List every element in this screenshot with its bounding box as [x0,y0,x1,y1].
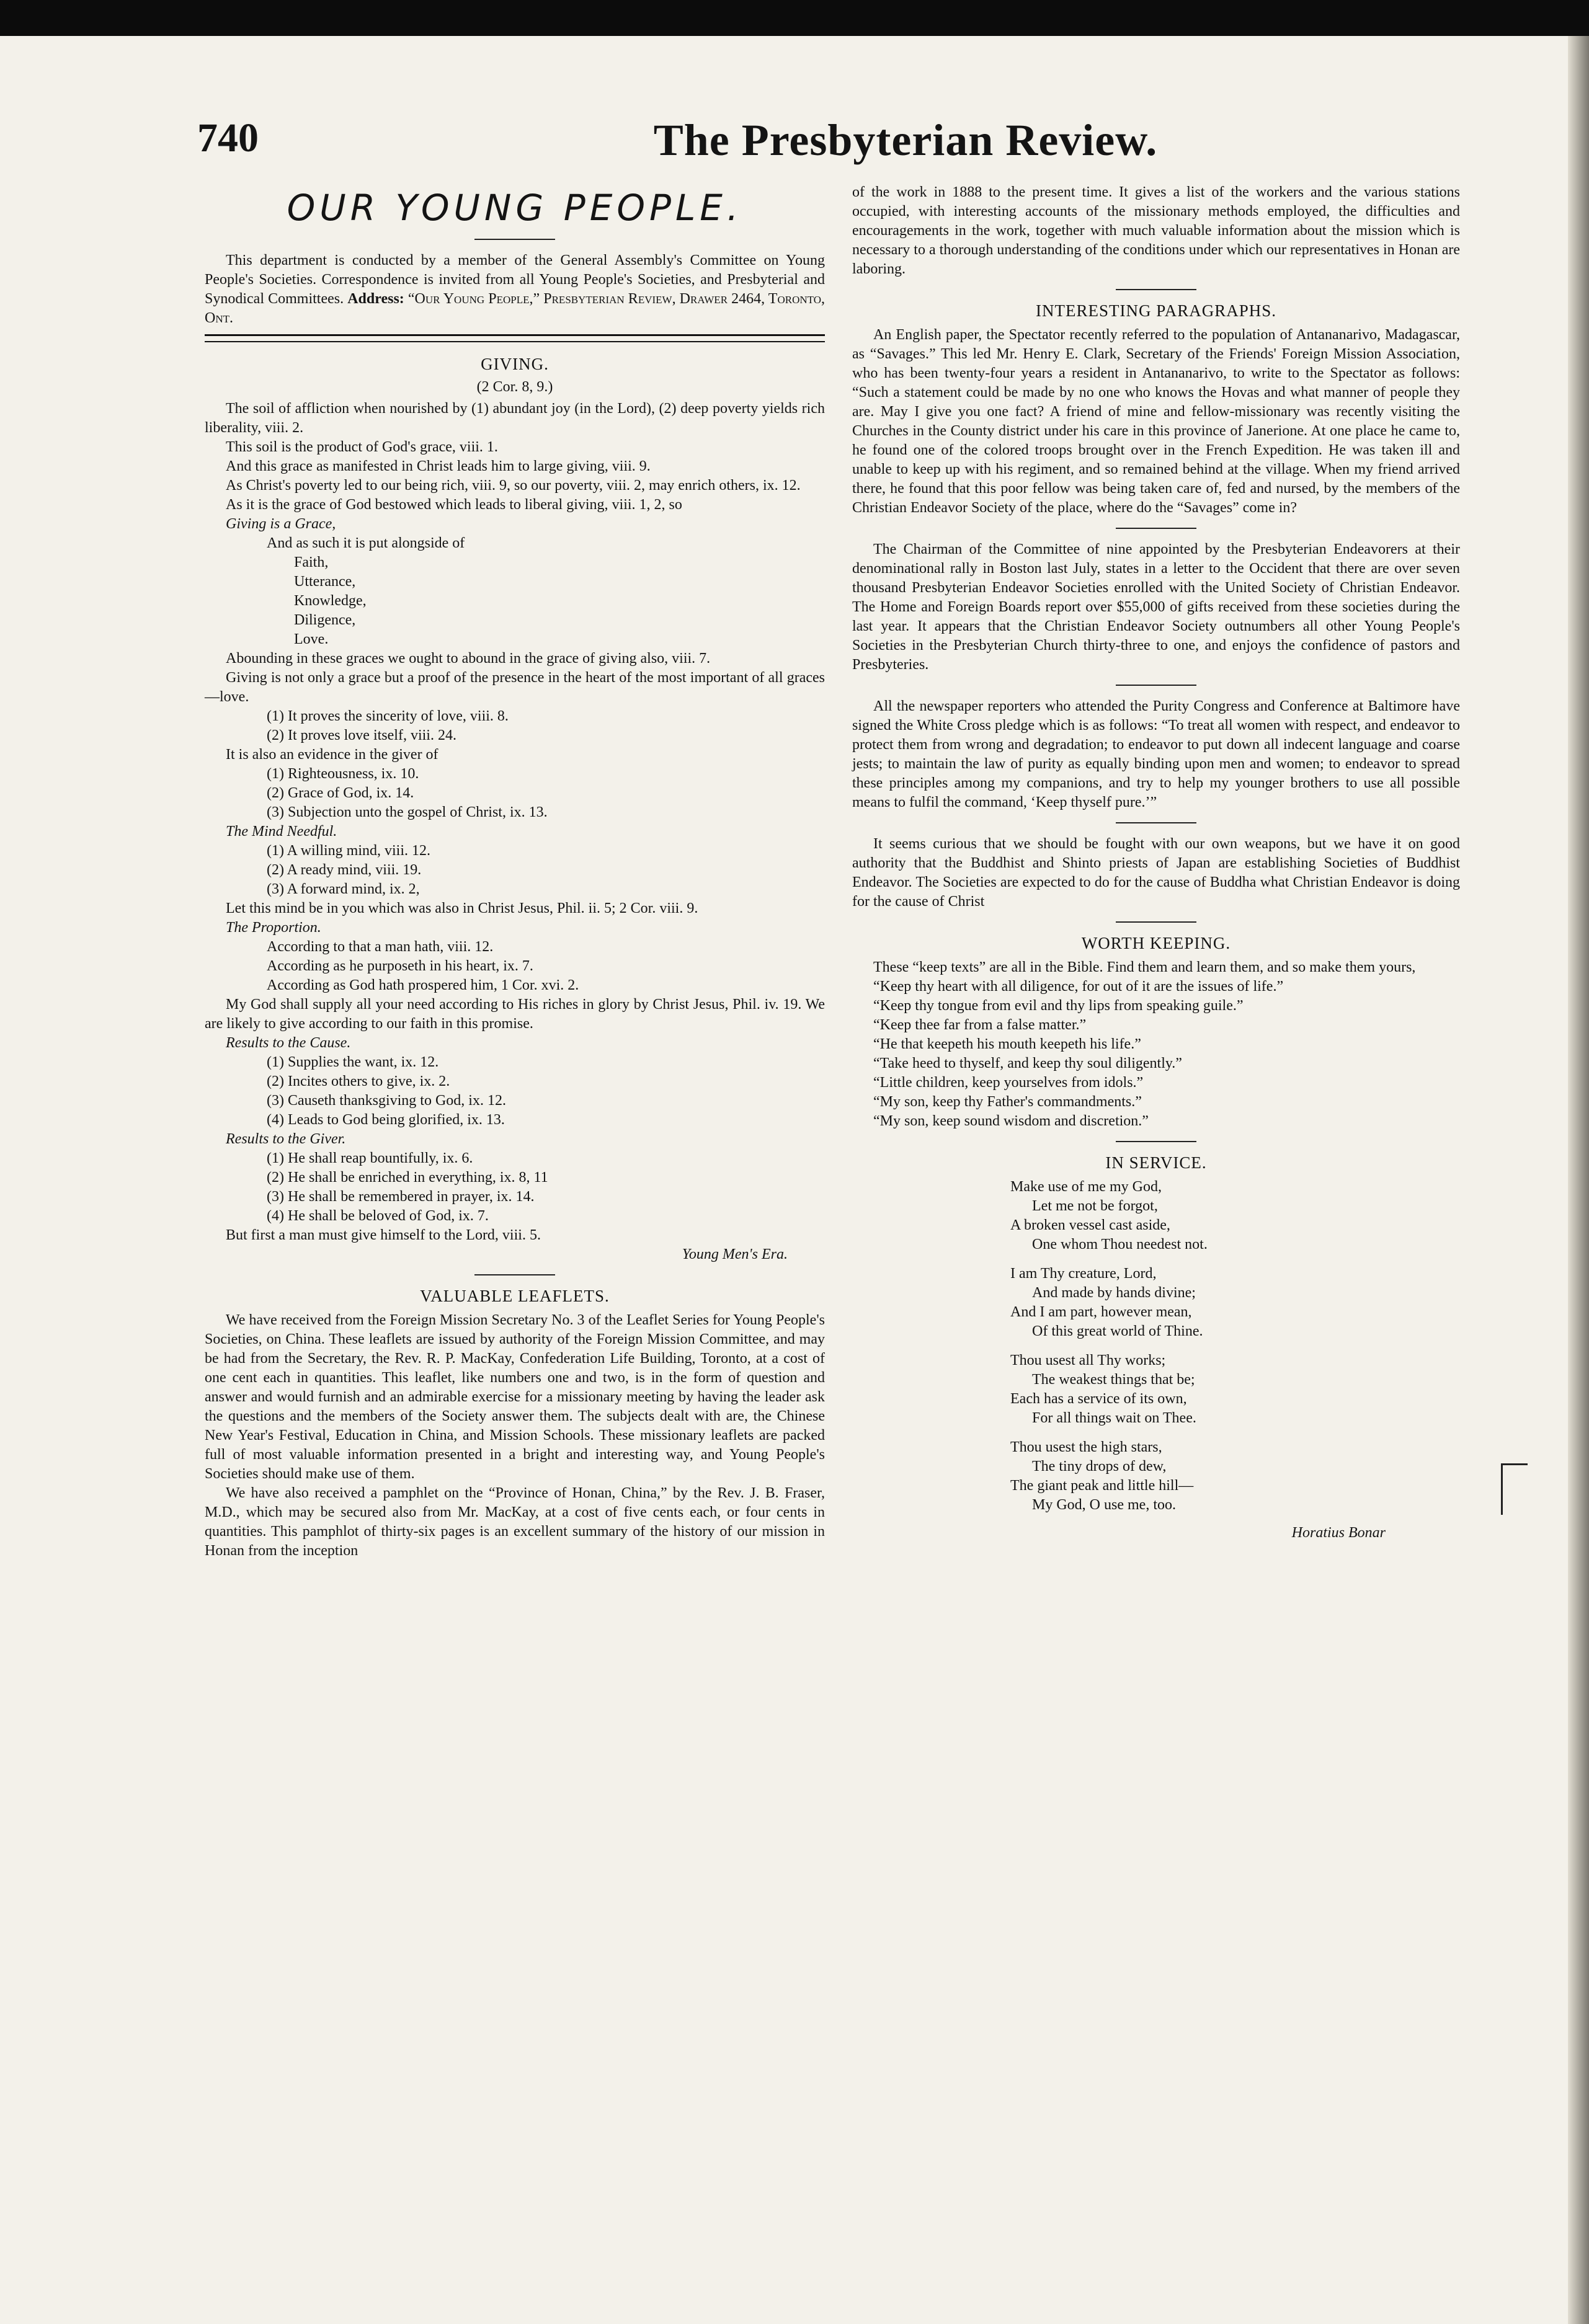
giving-line: As Christ's poverty led to our being rich, viii. 9, so our poverty, viii. 2, may enrich others, ix. 12. [226,477,801,494]
leaflets-heading: VALUABLE LEAFLETS. [420,1287,610,1305]
poem-line: And made by hands divine; [1032,1285,1196,1301]
list-item: According as God hath prospered him, 1 Cor. xvi. 2. [267,977,579,993]
poem-line: A broken vessel cast aside, [1010,1217,1170,1233]
right-column [852,183,1460,1541]
list-item: (1) A willing mind, viii. 12. [267,843,431,859]
keep-text: “Keep thy heart with all diligence, for out of it are the issues of life.” [873,978,1284,995]
poem-line: Each has a service of its own, [1010,1391,1187,1407]
keep-text: “He that keepeth his mouth keepeth his life.” [873,1036,1141,1052]
grace-item: Diligence, [294,612,356,628]
interesting-paragraph: The Chairman of the Committee of nine appointed by the Presbyterian Endeavorers at their denominational rally in Boston last July, states in a letter to the Occident that there are over seven thousand Presbyterian Endeavor Societies enrolled with the United Society of Christian Endeavor. The Home and Foreign Boards report over $55,000 of gifts received from these societies during the last year. It appears that the Christian Endeavor Society outnumbers all other Young People's Societies in the Presbyterian Church thirty-three to one, and enjoys the confidence of pastors and Presbyteries. [852,541,1460,673]
double-rule [205,334,825,342]
divider [1116,921,1196,923]
poem-stanza [852,1178,1460,1254]
abounding-line: Abounding in these graces we ought to abound in the grace of giving also, viii. 7. [226,650,711,667]
address-text: “Our Young People,” Presbyterian Review, Drawer 2464, Toronto, Ont. [205,291,825,326]
page-number: 740 [197,115,259,161]
leaflets-paragraph: We have received from the Foreign Mission Secretary No. 3 of the Leaflet Series for Young People's Societies, on China. These leaflets are issued by authority of the Foreign Mission Committee, and may be had from the Secretary, the Rev. R. P. MacKay, Confederation Life Building, Toronto, at a cost of one cent each in quantities. This leaflet, like numbers one and two, is in the form of question and answer and would furnish and an admirable exercise for a missionary meeting by having the leader ask the questions and the members of the Society answer them. The subjects dealt with are, the Chinese New Year's Festival, Education in China, and Mission Schools. These missionary leaflets are packed full of most valuable information presented in a bright and interesting way, and Young People's Societies should make use of them. [205,1312,825,1482]
giving-line: This soil is the product of God's grace, viii. 1. [226,439,498,455]
interesting-paragraph: All the newspaper reporters who attended the Purity Congress and Conference at Baltimore have signed the White Cross pledge which is as follows: “To treat all women with respect, and endeavor to protect them from wrong and degradation; to endeavor to put down all indecent language and coarse jests; to maintain the law of purity as equally binding upon men and women; to endeavor to spread these principles among my companions, and try to help my younger brothers to use all possible means to fulfil the command, ‘Keep thyself pure.’” [852,698,1460,810]
grace-item: Knowledge, [294,593,367,609]
service-heading: IN SERVICE. [1105,1153,1207,1172]
poem [852,1178,1460,1515]
keep-text: “Little children, keep yourselves from idols.” [873,1075,1144,1091]
list-item: According as he purposeth in his heart, ix. 7. [267,958,533,974]
grace-item: Love. [294,631,329,647]
poem-stanza [852,1264,1460,1341]
poem-line: One whom Thou needest not. [1032,1236,1208,1253]
supply-line: My God shall supply all your need according to His riches in glory by Christ Jesus, Phil. iv. 19. We are likely to give according to our faith in this promise. [205,996,825,1032]
list-item: (4) Leads to God being glorified, ix. 13. [267,1112,505,1128]
list-item: (2) It proves love itself, viii. 24. [267,727,456,743]
final-line: But first a man must give himself to the Lord, viii. 5. [226,1227,541,1243]
left-column [205,183,825,1561]
proof-line: Giving is not only a grace but a proof of the presence in the heart of the most important of all graces—love. [205,670,825,705]
list-item: (1) It proves the sincerity of love, viii. 8. [267,708,509,724]
list-item: (3) Subjection unto the gospel of Christ, ix. 13. [267,804,548,820]
scan-top-border [0,0,1589,36]
poem-line: My God, O use me, too. [1032,1497,1176,1513]
giving-line: As it is the grace of God bestowed which leads to liberal giving, viii. 1, 2, so [226,497,682,513]
poem-stanza [852,1438,1460,1515]
leaflets-paragraph-continued: of the work in 1888 to the present time. It gives a list of the workers and the various stations occupied, with interesting accounts of the missionary methods employed, the difficulties and encouragements in the work, together with much valuable information about the mission which is necessary to a thorough understanding of the conditions under which our representatives in Honan are laboring. [852,184,1460,277]
address-label: Address: [347,291,404,307]
interesting-heading: INTERESTING PARAGRAPHS. [1035,301,1277,320]
keep-text: “My son, keep thy Father's commandments.” [873,1094,1142,1110]
list-item: (3) A forward mind, ix. 2, [267,881,420,897]
poem-line: Thou usest the high stars, [1010,1439,1162,1455]
divider [1116,289,1196,290]
subheading-giver: Results to the Giver. [226,1131,346,1147]
poem-line: Thou usest all Thy works; [1010,1352,1166,1368]
divider [1116,528,1196,529]
giving-heading: GIVING. [481,355,549,373]
divider [1116,685,1196,686]
list-item: (3) He shall be remembered in prayer, ix. 14. [267,1189,535,1205]
divider [474,1274,555,1275]
worth-intro: These “keep texts” are all in the Bible. Find them and learn them, and so make them yours, [873,959,1416,975]
scan-binding-edge [1568,36,1589,2324]
poem-line: The giant peak and little hill— [1010,1478,1194,1494]
source-attribution: Young Men's Era. [682,1246,788,1262]
poem-stanza [852,1351,1460,1428]
interesting-paragraph: An English paper, the Spectator recently referred to the population of Antananarivo, Madagascar, as “Savages.” This led Mr. Henry E. Clark, Secretary of the Friends' Foreign Mission Association, who has been twenty-four years a resident in Antananarivo, to write to the Spectator as follows: “Such a statement could be made by no one who knows the Hovas and what manner of people they are. May I give you one fact? A friend of mine and fellow-missionary was recently visiting the Churches in the County district under his care in this province of Janerione. At one place he came to, he found one of the colored troops brought over in the French Expedition. He was taken ill and unable to keep up with his regiment, and so remained behind at the village. When my friend arrived there, he found that this poor fellow was being taken care of, fed and nursed, by the members of the Christian Endeavor Society of the place, where do the “Savages” come in? [852,327,1460,516]
poem-line: Let me not be forgot, [1032,1198,1158,1214]
divider [1116,822,1196,823]
department-intro [205,251,825,328]
giving-reference: (2 Cor. 8, 9.) [476,379,553,395]
subheading-proportion: The Proportion. [226,920,321,936]
subheading-cause: Results to the Cause. [226,1035,351,1051]
grace-item: Faith, [294,554,329,570]
keep-text: “Keep thee far from a false matter.” [873,1017,1087,1033]
keep-text: “Keep thy tongue from evil and thy lips from speaking guile.” [873,998,1244,1014]
list-item: (1) Supplies the want, ix. 12. [267,1054,439,1070]
poem-author: Horatius Bonar [1291,1525,1386,1541]
grace-item: Utterance, [294,574,356,590]
alongside-line: And as such it is put alongside of [267,535,465,551]
list-item: (2) Grace of God, ix. 14. [267,785,414,801]
list-item: (2) A ready mind, viii. 19. [267,862,422,878]
list-item: According to that a man hath, viii. 12. [267,939,494,955]
list-item: (1) He shall reap bountifully, ix. 6. [267,1150,473,1166]
poem-line: Make use of me my God, [1010,1179,1162,1195]
margin-bracket-mark [1501,1463,1528,1515]
intro-text: This department is conducted by a member of the General Assembly's Committee on Young People's Societies. Correspondence is invited from all Young People's Societies, and Presbyterial and Synodical Committees. [205,252,825,307]
keep-text: “My son, keep sound wisdom and discretion.” [873,1113,1149,1129]
poem-line: The tiny drops of dew, [1032,1458,1167,1475]
list-item: (2) He shall be enriched in everything, ix. 8, 11 [267,1169,548,1186]
list-item: (3) Causeth thanksgiving to God, ix. 12. [267,1093,506,1109]
mind-note: Let this mind be in you which was also in Christ Jesus, Phil. ii. 5; 2 Cor. viii. 9. [226,900,698,916]
divider [474,239,555,240]
keep-text: “Take heed to thyself, and keep thy soul diligently.” [873,1055,1182,1071]
section-title-our-young-people: OUR YOUNG PEOPLE. [287,187,743,229]
poem-line: The weakest things that be; [1032,1372,1195,1388]
poem-line: I am Thy creature, Lord, [1010,1266,1157,1282]
list-item: (2) Incites others to give, ix. 2. [267,1073,450,1089]
giving-line: And this grace as manifested in Christ leads him to large giving, viii. 9. [226,458,651,474]
interesting-paragraph: It seems curious that we should be fought with our own weapons, but we have it on good authority that the Buddhist and Shinto priests of Japan are establishing Societies of Buddhist Endeavor. The Societies are expected to do for the cause of Buddha what Christian Endeavor is doing for the cause of Christ [852,836,1460,910]
giving-line: The soil of affliction when nourished by (1) abundant joy (in the Lord), (2) deep poverty yields rich liberality, viii. 2. [205,401,825,436]
poem-line: Of this great world of Thine. [1032,1323,1203,1339]
divider [1116,1141,1196,1142]
subheading-grace: Giving is a Grace, [226,516,336,532]
subheading-mind: The Mind Needful. [226,823,337,840]
list-item: (4) He shall be beloved of God, ix. 7. [267,1208,489,1224]
poem-line: For all things wait on Thee. [1032,1410,1196,1426]
evidence-line: It is also an evidence in the giver of [226,747,438,763]
publication-title: The Presbyterian Review. [653,115,1158,165]
worth-heading: WORTH KEEPING. [1081,934,1231,952]
poem-line: And I am part, however mean, [1010,1304,1192,1320]
list-item: (1) Righteousness, ix. 10. [267,766,419,782]
leaflets-paragraph: We have also received a pamphlet on the “Province of Honan, China,” by the Rev. J. B. Fraser, M.D., which may be secured also from Mr. MacKay, at a cost of five cents each, or four cents in quantities. This pamphlot of thirty-six pages is an excellent summary of the history of our mission in Honan from the inception [205,1485,825,1559]
